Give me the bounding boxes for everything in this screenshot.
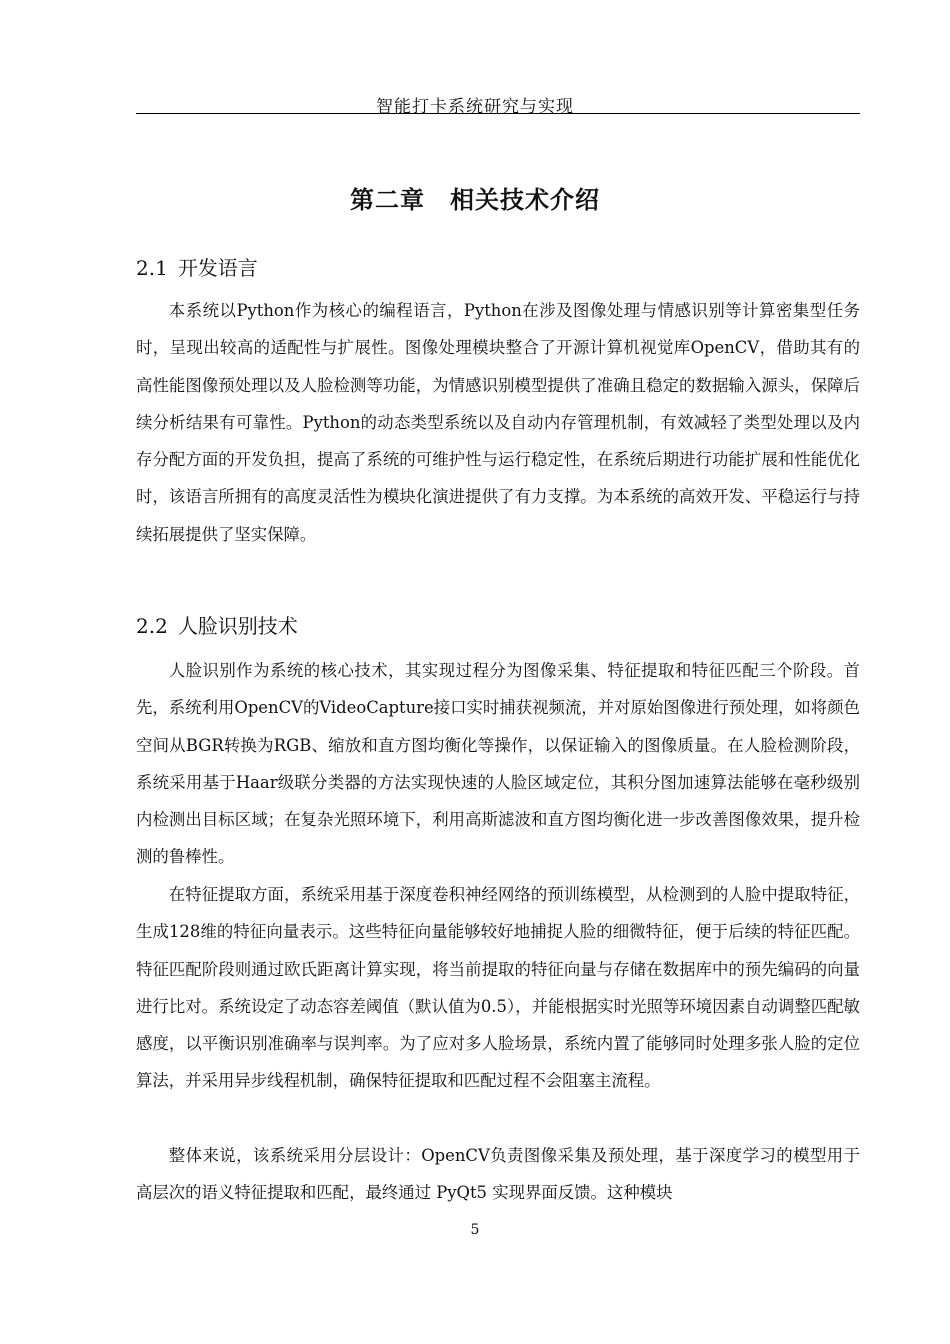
paragraph: 人脸识别作为系统的核心技术，其实现过程分为图像采集、特征提取和特征匹配三个阶段。首先，系统利用OpenCV的VideoCapture接口实时捕获视频流，并对原始图像进行预处理，如将颜色空间从BGR转换为RGB、缩放和直方图均衡化等操作，以保证输入的图像质量。在人脸检测阶段，系统采用基于Haar级联分类器的方法实现快速的人脸区域定位，其积分图加速算法能够在毫秒级别内检测出目标区域；在复杂光照环境下，利用高斯滤波和直方图均衡化进一步改善图像效果，提升检测的鲁棒性。: [136, 661, 860, 867]
section-number: 2.1: [136, 256, 168, 280]
section-heading-2-2: [136, 610, 298, 639]
section-heading-2-1: [136, 252, 258, 281]
header-rule: [136, 113, 860, 114]
paragraph: 在特征提取方面，系统采用基于深度卷积神经网络的预训练模型，从检测到的人脸中提取特征，生成128维的特征向量表示。这些特征向量能够较好地捕捉人脸的细微特征，便于后续的特征匹配。特征匹配阶段则通过欧氏距离计算实现，将当前提取的特征向量与存储在数据库中的预先编码的向量进行比对。系统设定了动态容差阈值（默认值为0.5），并能根据实时光照等环境因素自动调整匹配敏感度，以平衡识别准确率与误判率。为了应对多人脸场景，系统内置了能够同时处理多张人脸的定位算法，并采用异步线程机制，确保特征提取和匹配过程不会阻塞主流程。: [136, 885, 860, 1091]
section-title: 开发语言: [177, 256, 258, 280]
section-number: 2.2: [136, 614, 168, 638]
chapter-title: 第二章 相关技术介绍: [350, 186, 600, 214]
paragraph: 本系统以Python作为核心的编程语言，Python在涉及图像处理与情感识别等计算密集型任务时，呈现出较高的适配性与扩展性。图像处理模块整合了开源计算机视觉库OpenCV，借助其有的高性能图像预处理以及人脸检测等功能，为情感识别模型提供了准确且稳定的数据输入源头，保障后续分析结果有可靠性。Python的动态类型系统以及自动内存管理机制，有效减轻了类型处理以及内存分配方面的开发负担，提高了系统的可维护性与运行稳定性，在系统后期进行功能扩展和性能优化时，该语言所拥有的高度灵活性为模块化演进提供了有力支撑。为本系统的高效开发、平稳运行与持续拓展提供了坚实保障。: [136, 301, 860, 544]
section-title: 人脸识别技术: [177, 614, 298, 638]
paragraph: 整体来说，该系统采用分层设计：OpenCV负责图像采集及预处理，基于深度学习的模型用于高层次的语义特征提取和匹配，最终通过 PyQt5 实现界面反馈。这种模块: [136, 1146, 860, 1203]
running-header-title: 智能打卡系统研究与实现: [376, 97, 574, 117]
page-number: 5: [470, 1222, 480, 1238]
